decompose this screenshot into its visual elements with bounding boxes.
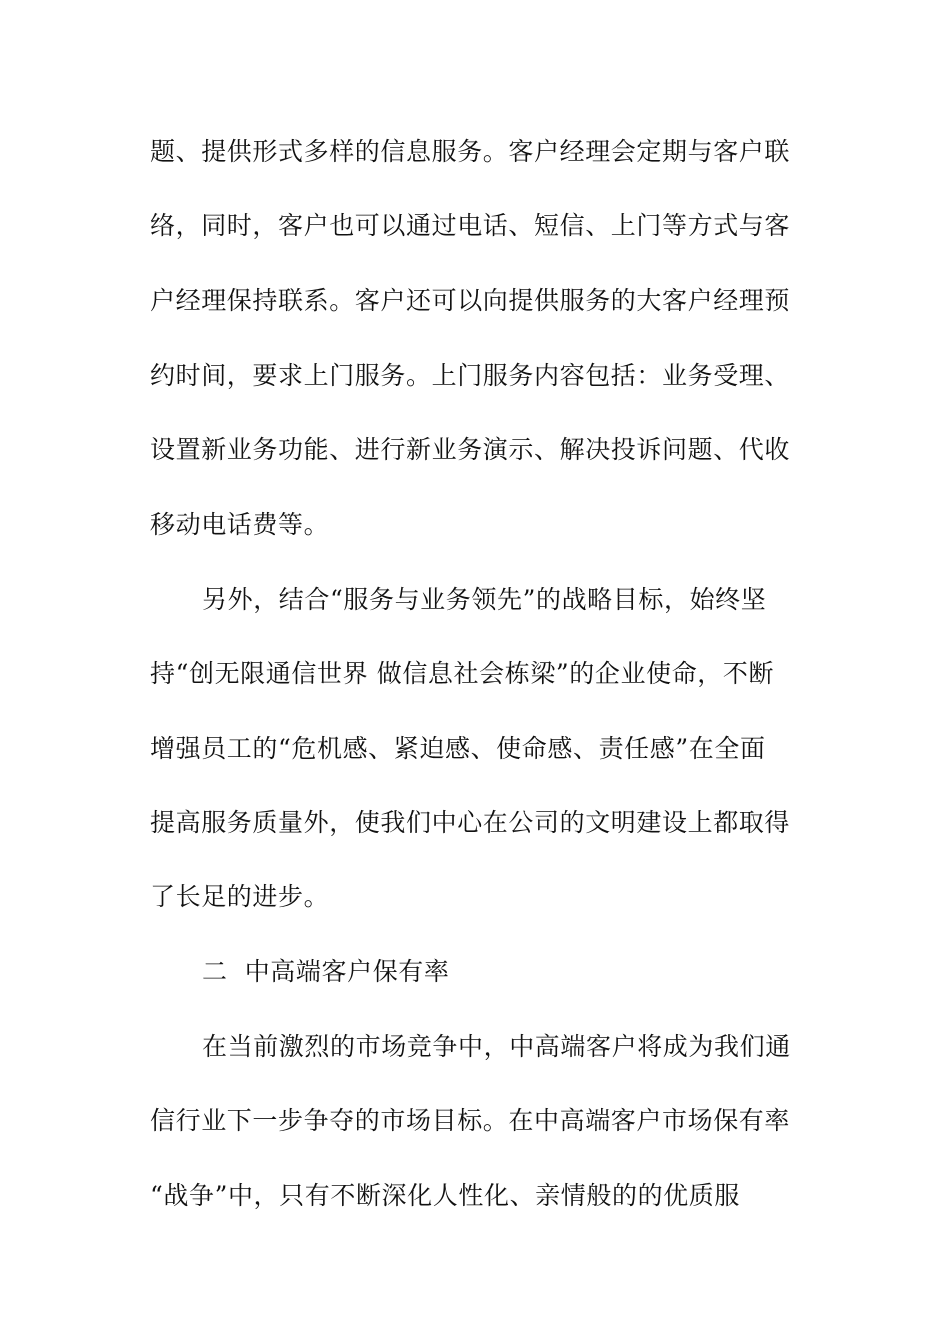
text-line: 约时间，要求上门服务。上门服务内容包括：业务受理、 xyxy=(150,361,791,390)
text-line: 络，同时，客户也可以通过电话、短信、上门等方式与客 xyxy=(150,211,791,240)
text-line: 信行业下一步争夺的市场目标。在中高端客户市场保有率 xyxy=(150,1106,791,1135)
paragraph-start-line: 在当前激烈的市场竞争中，中高端客户将成为我们通 xyxy=(202,1032,791,1061)
text-line: 题、提供形式多样的信息服务。客户经理会定期与客户联 xyxy=(150,137,791,166)
text-line: 增强员工的“危机感、紧迫感、使命感、责任感”在全面 xyxy=(150,734,766,763)
text-line: 了长足的进步。 xyxy=(150,882,330,911)
text-line: 移动电话费等。 xyxy=(150,510,330,539)
text-line: 提高服务质量外，使我们中心在公司的文明建设上都取得 xyxy=(150,808,791,837)
text-line: 户经理保持联系。客户还可以向提供服务的大客户经理预 xyxy=(150,286,791,315)
section-heading: 二 中高端客户保有率 xyxy=(202,957,450,986)
paragraph-start-line: 另外，结合“服务与业务领先”的战略目标，始终坚 xyxy=(202,585,767,614)
text-line: 持“创无限通信世界 做信息社会栋梁”的企业使命，不断 xyxy=(150,659,775,688)
text-line: “战争”中，只有不断深化人性化、亲情般的的优质服 xyxy=(150,1181,740,1210)
text-line: 设置新业务功能、进行新业务演示、解决投诉问题、代收 xyxy=(150,435,791,464)
